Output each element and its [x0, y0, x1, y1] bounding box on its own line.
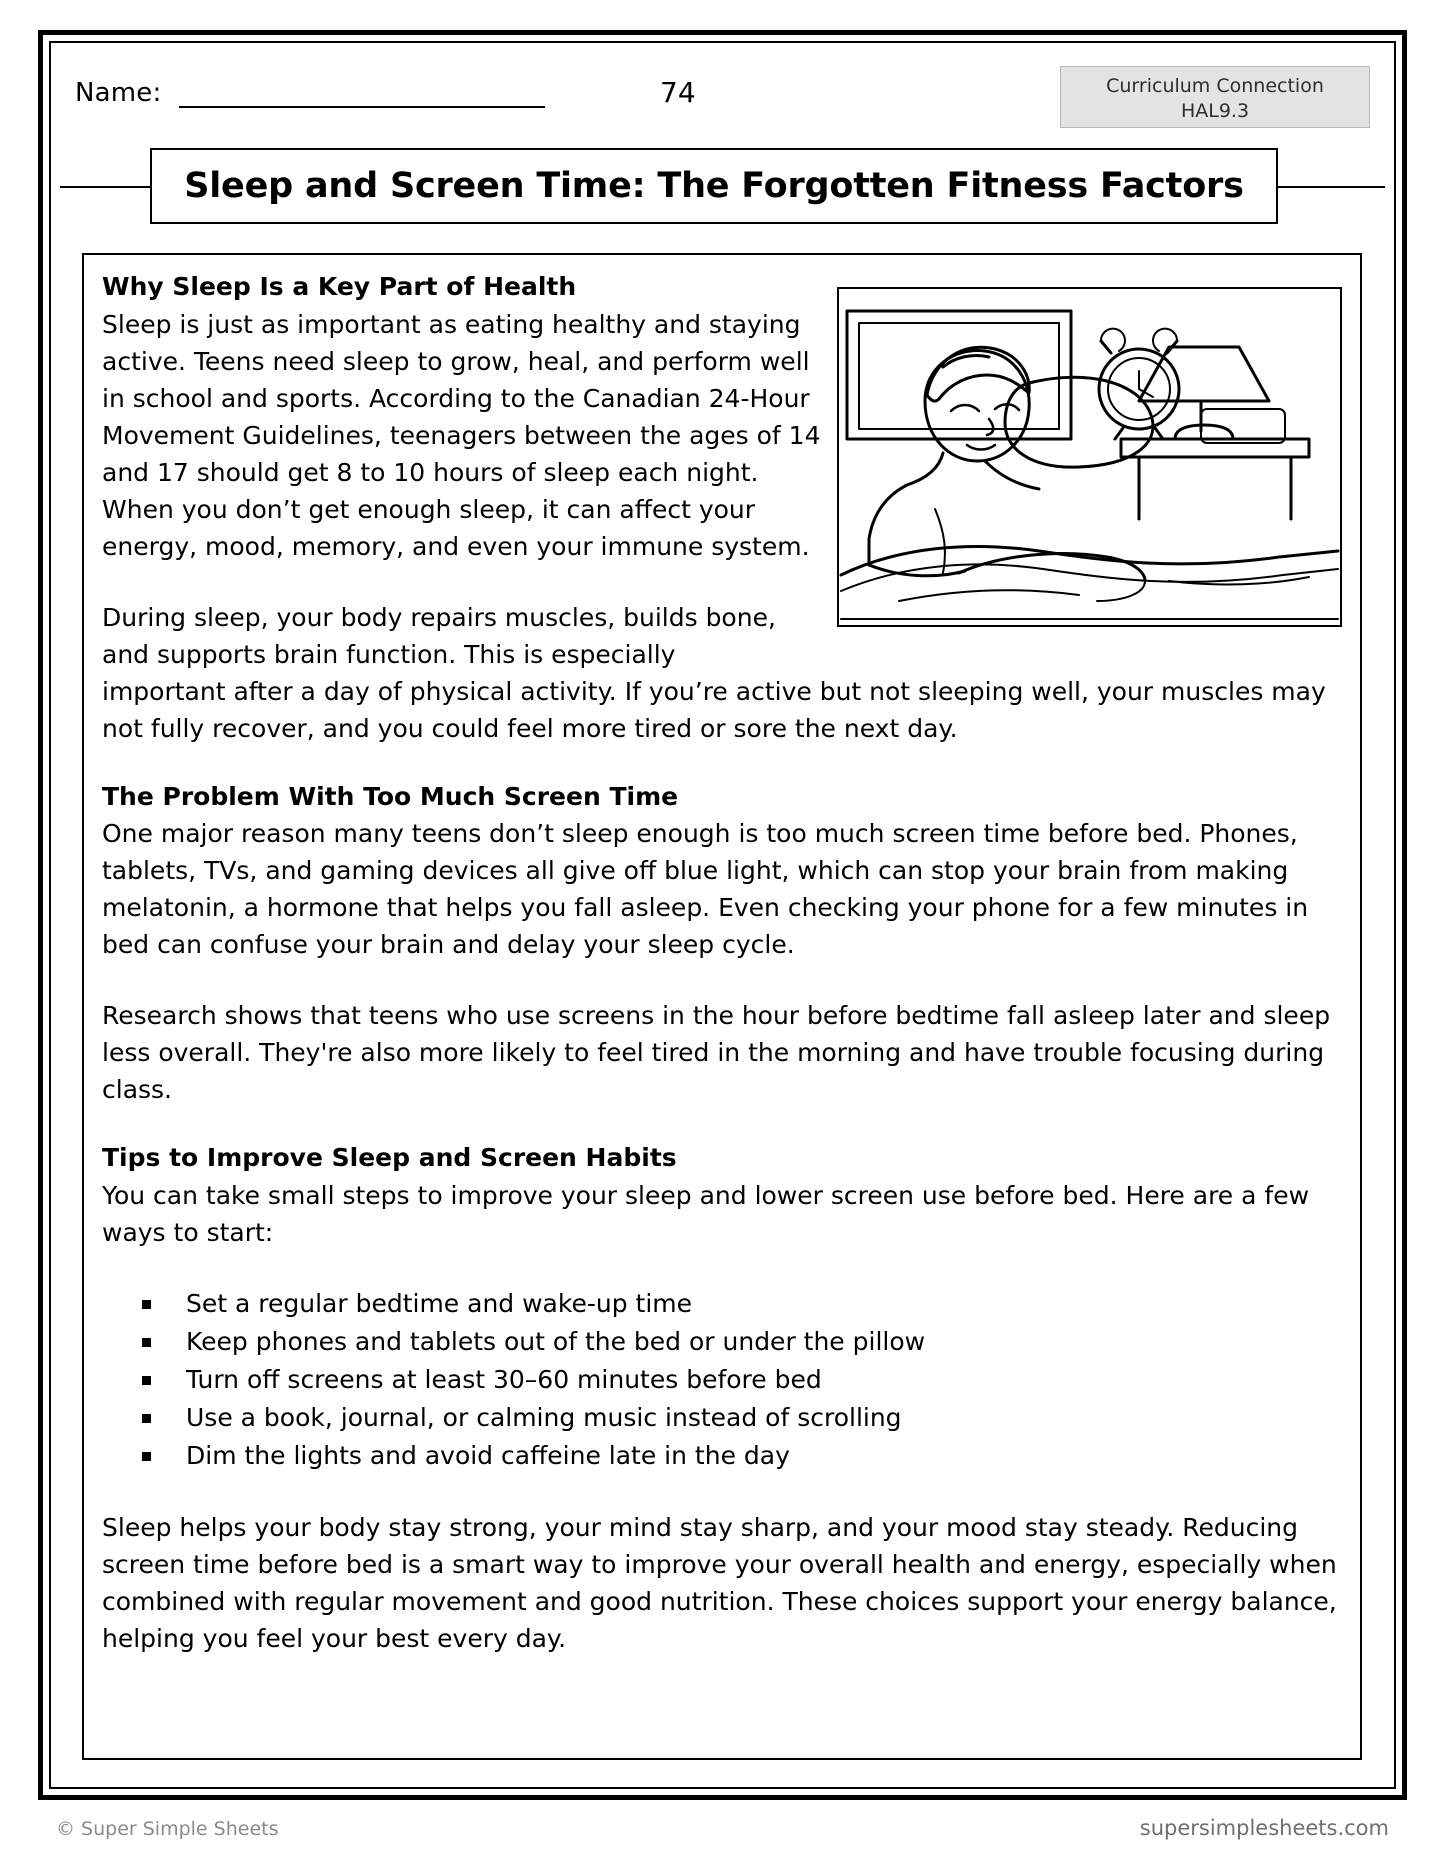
spacer — [102, 747, 1346, 781]
list-item: Turn off screens at least 30–60 minutes before bed — [138, 1361, 1346, 1399]
section-paragraph-screen-1: One major reason many teens don’t sleep enough is too much screen time before bed. Phones, tablets, TVs, and gaming devices all give off blue light, which can stop your brain from making melatonin, a hormone that helps you fall asleep. Even checking your phone for a few minutes in bed can confuse your brain and delay your sleep cycle. — [102, 819, 1309, 959]
curriculum-code: HAL9.3 — [1180, 99, 1250, 122]
name-write-line[interactable] — [179, 106, 545, 108]
list-item: Set a regular bedtime and wake-up time — [138, 1285, 1346, 1323]
footer-copyright: © Super Simple Sheets — [56, 1818, 279, 1840]
page-header — [75, 60, 1370, 130]
spacer — [102, 1475, 1346, 1509]
list-item: Use a book, journal, or calming music instead of scrolling — [138, 1399, 1346, 1437]
section-paragraph-sleep-2b: important after a day of physical activity. If you’re active but not sleeping well, your muscles may not fully recover, and you could feel more tired or sore the next day. — [102, 676, 1326, 743]
section-paragraph-tips-intro: You can take small steps to improve your sleep and lower screen use before bed. Here are a few ways to start: — [102, 1180, 1310, 1247]
section-paragraph-screen-2: Research shows that teens who use screens in the hour before bedtime fall asleep later and sleep less overall. They're also more likely to feel tired in the morning and have trouble focusing during class. — [102, 1001, 1331, 1104]
footer-website: supersimplesheets.com — [1139, 1816, 1389, 1840]
section-paragraph-sleep-1: Sleep is just as important as eating healthy and staying active. Teens need sleep to grow, heal, and perform well in school and sports. According to the Canadian 24-Hour Movement Guidelines, teenagers between the ages of 14 and 17 should get 8 to 10 hours of sleep each night. When you don’t get enough sleep, it can affect your energy, mood, memory, and even your immune system. — [102, 309, 821, 561]
sleeping-teen-illustration — [837, 287, 1342, 627]
section-heading-sleep: Why Sleep Is a Key Part of Health — [102, 272, 577, 301]
name-label: Name: — [75, 78, 162, 108]
curriculum-connection-badge — [1060, 66, 1370, 128]
list-item: Keep phones and tablets out of the bed or under the pillow — [138, 1323, 1346, 1361]
page-number: 74 — [660, 76, 696, 109]
section-heading-screen-time: The Problem With Too Much Screen Time — [102, 781, 679, 811]
section-heading-tips: Tips to Improve Sleep and Screen Habits — [102, 1143, 677, 1172]
spacer — [102, 1251, 1346, 1285]
curriculum-title: Curriculum Connection — [1106, 75, 1324, 97]
reading-passage-box — [82, 253, 1362, 1760]
reading-passage-content — [102, 271, 1346, 1657]
spacer — [102, 1108, 1346, 1142]
page-title: Sleep and Screen Time: The Forgotten Fitness Factors — [184, 166, 1244, 206]
page-title-box — [150, 148, 1278, 224]
spacer — [102, 963, 1346, 997]
list-item: Dim the lights and avoid caffeine late in the day — [138, 1437, 1346, 1475]
section-paragraph-sleep-2a: During sleep, your body repairs muscles, builds bone, and supports brain function. This is especially — [102, 602, 776, 669]
tips-list — [102, 1285, 1346, 1475]
closing-paragraph: Sleep helps your body stay strong, your mind stay sharp, and your mood stay steady. Reducing screen time before bed is a smart way to improve your overall health and energy, especially when combined with regular movement and good nutrition. These choices support your energy balance, helping you feel your best every day. — [102, 1512, 1337, 1653]
